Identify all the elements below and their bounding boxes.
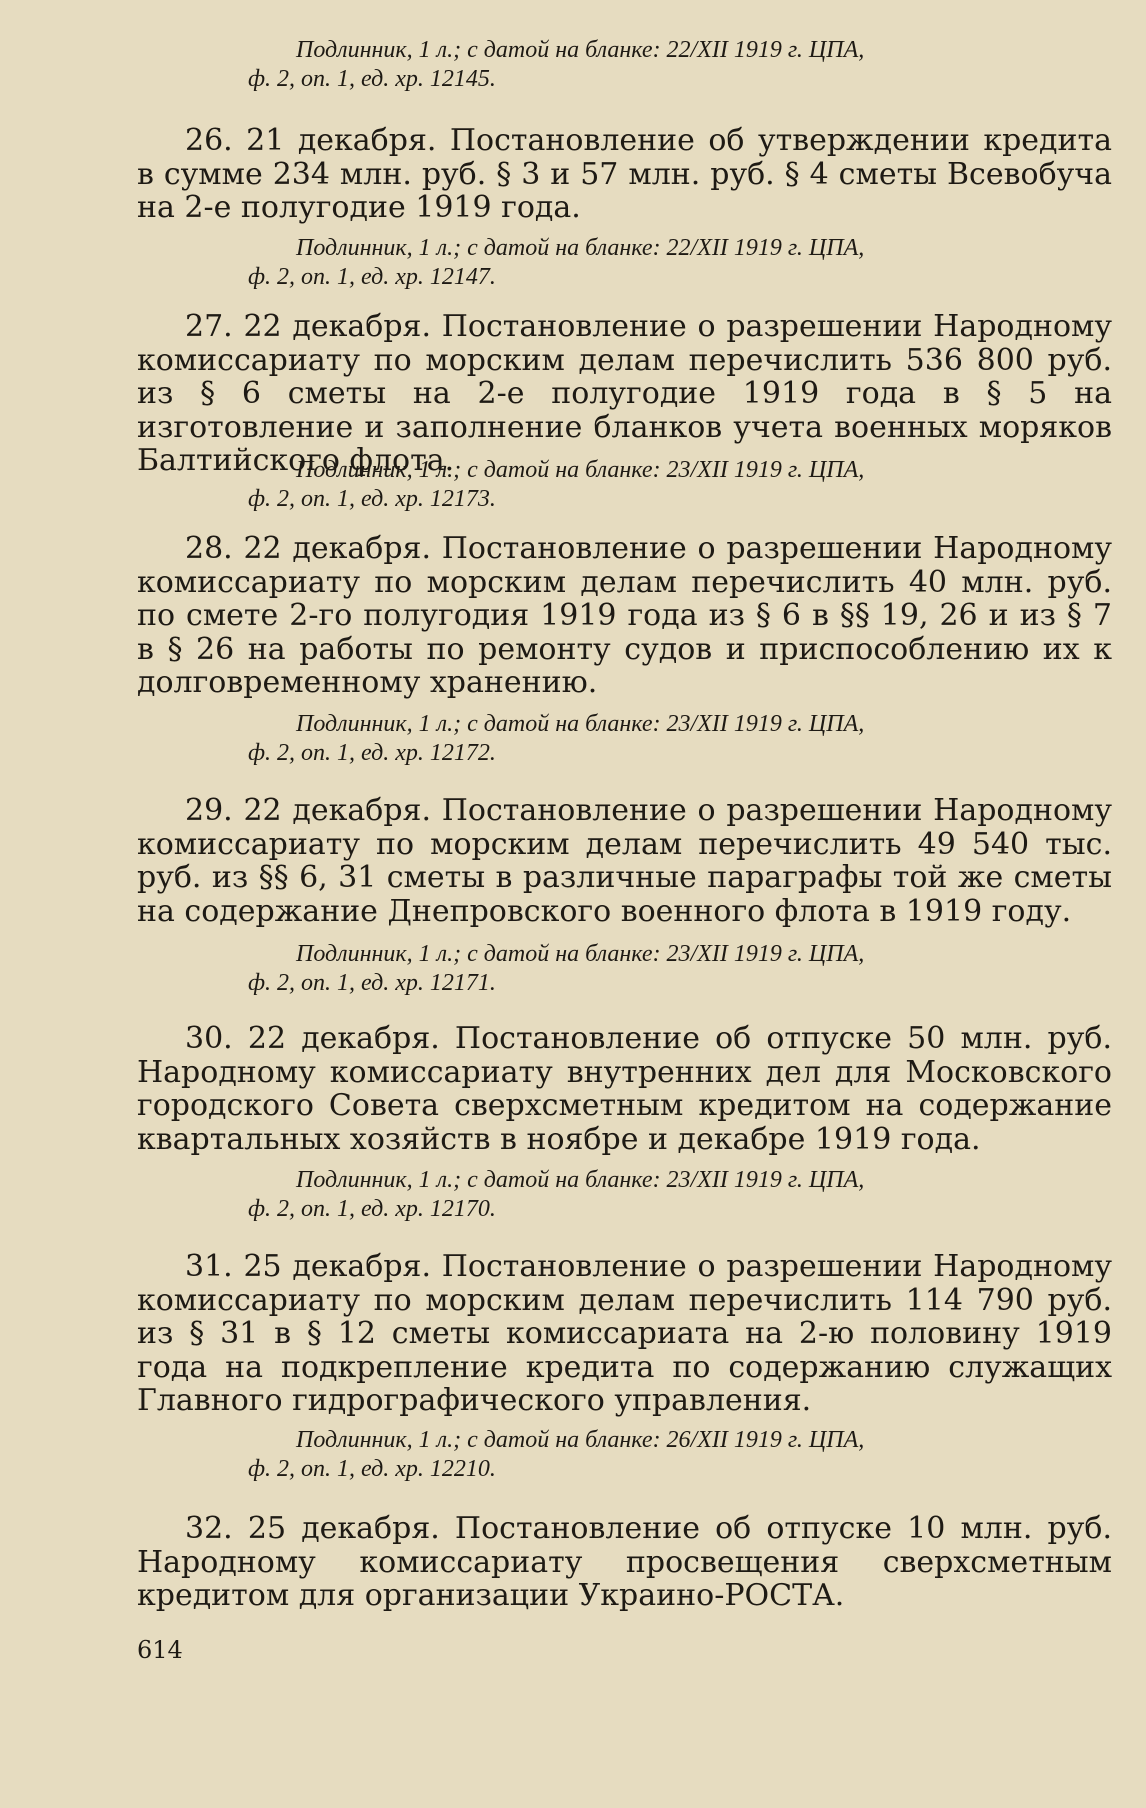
source-line-2: ф. 2, оп. 1, ед. хр. 12147. xyxy=(248,264,496,290)
entry-29 xyxy=(137,794,1112,928)
entry-32 xyxy=(137,1512,1112,1613)
entry-text: 27. 22 декабря. Постановление о разрешении Народному комиссариату по морским делам перечислить 536 800 руб. из § 6 сметы на 2-е полугодие 1919 года в § 5 на изготовление и заполнение бланков учета военных моряков Балтийского флота. xyxy=(137,309,1112,478)
source-note-31 xyxy=(248,1426,1116,1484)
source-line-1: Подлинник, 1 л.; с датой на бланке: 23/XII 1919 г. ЦПА, xyxy=(296,1167,865,1193)
entry-text: 29. 22 декабря. Постановление о разрешении Народному комиссариату по морским делам перечислить 49 540 тыс. руб. из §§ 6, 31 сметы в различные параграфы той же сметы на содержание Днепровского военного флота в 1919 году. xyxy=(137,793,1112,929)
source-line-1: Подлинник, 1 л.; с датой на бланке: 23/XII 1919 г. ЦПА, xyxy=(296,457,865,483)
page-number: 614 xyxy=(137,1636,183,1664)
entry-text: 30. 22 декабря. Постановление об отпуске 50 млн. руб. Народному комиссариату внутренних дел для Московского городского Совета сверхсметным кредитом на содержание квартальных хозяйств в ноябре и декабре 1919 года. xyxy=(137,1021,1112,1157)
source-line-2: ф. 2, оп. 1, ед. хр. 12172. xyxy=(248,740,496,766)
source-line-2: ф. 2, оп. 1, ед. хр. 12170. xyxy=(248,1196,496,1222)
entry-27 xyxy=(137,310,1112,478)
source-line-1: Подлинник, 1 л.; с датой на бланке: 26/XII 1919 г. ЦПА, xyxy=(296,1427,865,1453)
source-line-1: Подлинник, 1 л.; с датой на бланке: 23/XII 1919 г. ЦПА, xyxy=(296,711,865,737)
entry-28 xyxy=(137,532,1112,700)
source-line-2: ф. 2, оп. 1, ед. хр. 12145. xyxy=(248,66,496,92)
source-note-26 xyxy=(248,234,1116,292)
source-line-1: Подлинник, 1 л.; с датой на бланке: 22/XII 1919 г. ЦПА, xyxy=(296,235,865,261)
source-line-2: ф. 2, оп. 1, ед. хр. 12173. xyxy=(248,486,496,512)
source-note-29 xyxy=(248,940,1116,998)
entry-26 xyxy=(137,124,1112,225)
entry-30 xyxy=(137,1022,1112,1156)
entry-text: 28. 22 декабря. Постановление о разрешении Народному комиссариату по морским делам перечислить 40 млн. руб. по смете 2-го полугодия 1919 года из § 6 в §§ 19, 26 и из § 7 в § 26 на работы по ремонту судов и приспособлению их к долговременному хранению. xyxy=(137,531,1112,700)
entry-text: 31. 25 декабря. Постановление о разрешении Народному комиссариату по морским делам перечислить 114 790 руб. из § 31 в § 12 сметы комиссариата на 2-ю половину 1919 года на подкрепление кредита по содержанию служащих Главного гидрографического управления. xyxy=(137,1249,1112,1418)
entry-text: 32. 25 декабря. Постановление об отпуске 10 млн. руб. Народному комиссариату просвещения сверхсметным кредитом для организации Украино-РОСТА. xyxy=(137,1511,1112,1613)
entry-text: 26. 21 декабря. Постановление об утверждении кредита в сумме 234 млн. руб. § 3 и 57 млн. руб. § 4 сметы Всевобуча на 2-е полугодие 1919 года. xyxy=(137,123,1112,225)
top-source-note xyxy=(248,36,1116,94)
entry-31 xyxy=(137,1250,1112,1418)
source-note-27 xyxy=(248,456,1116,514)
source-line-2: ф. 2, оп. 1, ед. хр. 12171. xyxy=(248,970,496,996)
source-note-30 xyxy=(248,1166,1116,1224)
source-line-1: Подлинник, 1 л.; с датой на бланке: 22/XII 1919 г. ЦПА, xyxy=(296,37,865,63)
source-line-1: Подлинник, 1 л.; с датой на бланке: 23/XII 1919 г. ЦПА, xyxy=(296,941,865,967)
source-note-28 xyxy=(248,710,1116,768)
source-line-2: ф. 2, оп. 1, ед. хр. 12210. xyxy=(248,1456,496,1482)
